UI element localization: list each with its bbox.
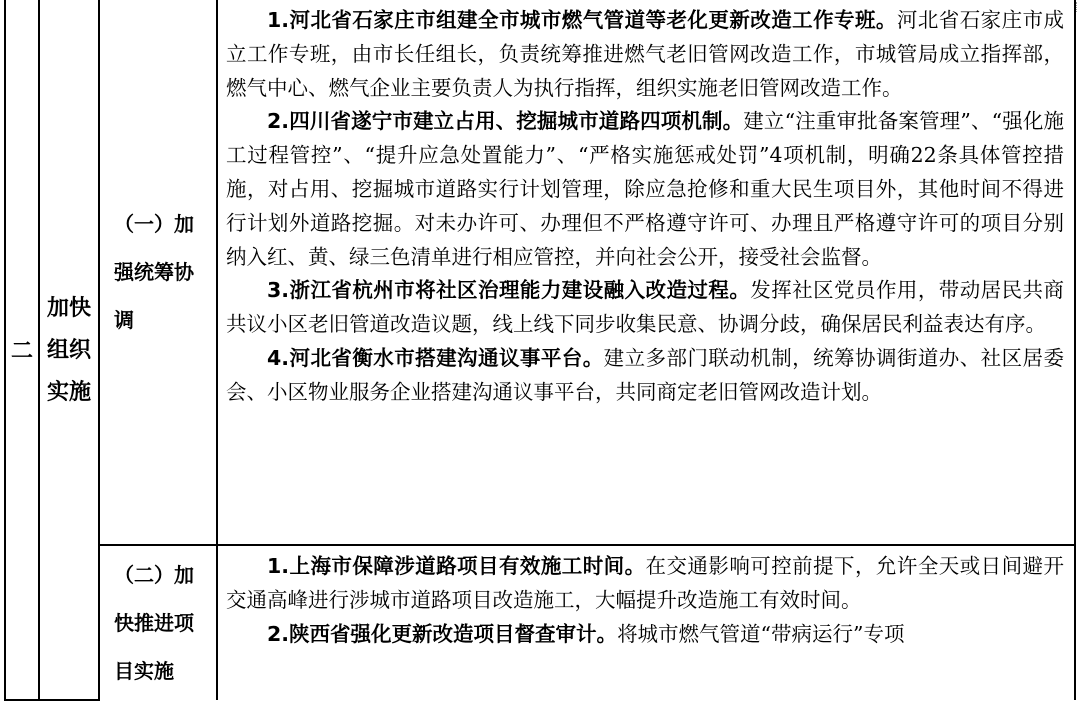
case-text: 建立多部门联动机制，统筹协调街道办、社区居委会、小区物业服务企业搭建沟通议事平台，共同商定老旧管网改造计划。: [226, 345, 1065, 404]
subsection-title: （二）加快推进项目实施: [114, 563, 194, 683]
case-paragraph: [226, 4, 1064, 105]
case-heading: 1.上海市保障涉道路项目有效施工时间。: [267, 554, 646, 578]
case-paragraph: [226, 550, 1064, 618]
section-title-cell: [39, 0, 99, 700]
case-text: 建立“注重审批备案管理”、“强化施工过程管控”、“提升应急处置能力”、“严格实施惩戒处罚”4项机制，明确22条具体管控措施，对占用、挖掘城市道路实行计划管理，除应急抢修和重大民生项目外，其他时间不得进行计划外道路挖掘。对未办许可、办理但不严格遵守许可、办理且严格遵守许可的项目分别纳入红、黄、绿三色清单进行相应管控，并向社会公开，接受社会监督。: [226, 109, 1064, 269]
case-heading: 3.浙江省杭州市将社区治理能力建设融入改造过程。: [267, 278, 751, 303]
case-text: 发挥社区党员作用，带动居民共商共议小区老旧管道改造议题，线上线下同步收集民意、协调分歧，确保居民利益表达有序。: [226, 278, 1065, 337]
case-text: 河北省石家庄市成立工作专班，由市长任组长，负责统筹推进燃气老旧管网改造工作，市城管局成立指挥部，燃气中心、燃气企业主要负责人为执行指挥，组织实施老旧管网改造工作。: [226, 8, 1065, 100]
table-row: [5, 545, 1075, 700]
page-edge-mark: [1076, 2, 1080, 12]
subsection-content-cell: [217, 545, 1075, 700]
section-number: 二: [10, 338, 33, 364]
case-text: 在交通影响可控前提下，允许全天或日间避开交通高峰进行涉城市道路项目改造施工，大幅提升改造施工有效时间。: [226, 554, 1064, 612]
section-number-cell: [5, 0, 39, 700]
case-heading: 4.河北省衡水市搭建沟通议事平台。: [267, 345, 604, 370]
subsection-content-cell: [217, 0, 1075, 545]
case-paragraph: [226, 342, 1064, 410]
case-heading: 2.陕西省强化更新改造项目督查审计。: [267, 621, 618, 646]
case-paragraph: [226, 274, 1064, 342]
subsection-title: （一）加强统筹协调: [114, 212, 194, 332]
subsection-title-cell: [99, 545, 217, 700]
case-paragraph: [226, 618, 1064, 652]
case-heading: 1.河北省石家庄市组建全市城市燃气管道等老化更新改造工作专班。: [267, 8, 897, 32]
case-text: 将城市燃气管道“带病运行”专项: [617, 621, 905, 646]
case-paragraph: [226, 105, 1064, 274]
section-title: 加快组织实施: [46, 294, 91, 405]
table-row: [5, 0, 1075, 545]
case-table: [4, 0, 1076, 701]
case-heading: 2.四川省遂宁市建立占用、挖掘城市道路四项机制。: [267, 109, 744, 134]
subsection-title-cell: [99, 0, 217, 545]
